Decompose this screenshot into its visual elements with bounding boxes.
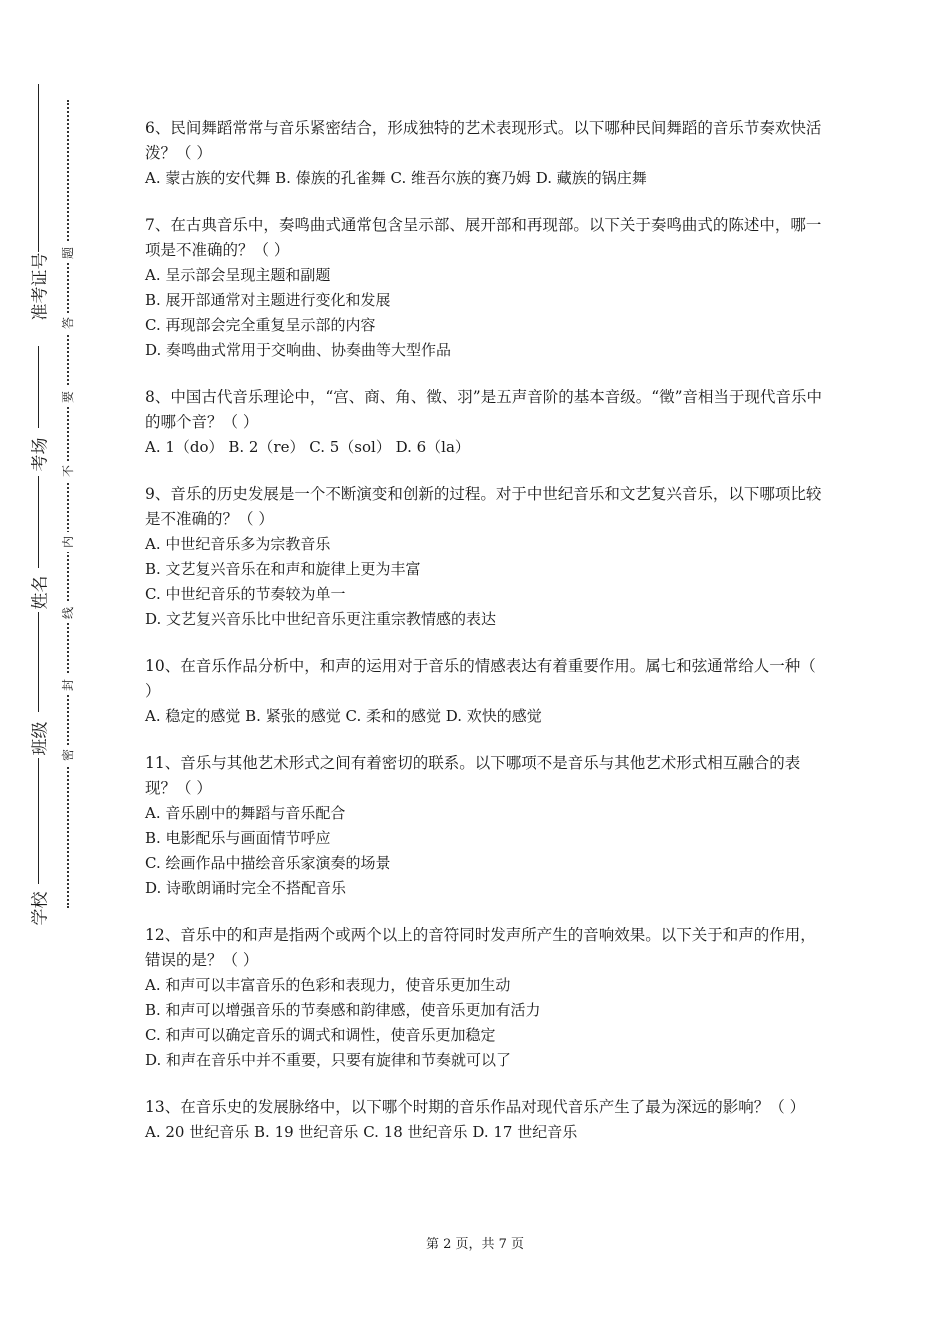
option-d: D. 诗歌朗诵时完全不搭配音乐 xyxy=(145,879,347,897)
option-b: B. 电影配乐与画面情节呼应 xyxy=(145,829,331,847)
question-options xyxy=(145,263,825,363)
question-stem: 12、音乐中的和声是指两个或两个以上的音符同时发声所产生的音响效果。以下关于和声的作用，错误的是？（ ） xyxy=(145,926,816,969)
option-b: B. 紧张的感觉 xyxy=(245,707,341,725)
option-d: D. 和声在音乐中并不重要，只要有旋律和节奏就可以了 xyxy=(145,1051,512,1069)
seal-char: 内 xyxy=(59,532,77,552)
page-number: 第 2 页，共 7 页 xyxy=(425,1237,525,1252)
question-stem: 9、音乐的历史发展是一个不断演变和创新的过程。对于中世纪音乐和文艺复兴音乐，以下哪项比较是不准确的？（ ） xyxy=(145,485,822,528)
option-b: B. 傣族的孔雀舞 xyxy=(275,169,386,187)
option-b: B. 和声可以增强音乐的节奏感和韵律感，使音乐更加有活力 xyxy=(145,1001,541,1019)
option-d: D. 6（la） xyxy=(395,438,470,456)
question-options xyxy=(145,166,825,191)
question-stem: 13、在音乐史的发展脉络中，以下哪个时期的音乐作品对现代音乐产生了最为深远的影响？（ ） xyxy=(145,1098,806,1116)
option-c: C. 绘画作品中描绘音乐家演奏的场景 xyxy=(145,854,391,872)
field-exam-number: 准考证号 xyxy=(30,252,51,321)
option-a: A. 20 世纪音乐 xyxy=(145,1123,250,1141)
option-c: C. 18 世纪音乐 xyxy=(363,1123,468,1141)
question-11 xyxy=(145,751,825,901)
option-a: A. 呈示部会呈现主题和副题 xyxy=(145,266,331,284)
question-6 xyxy=(145,116,825,191)
option-b: B. 展开部通常对主题进行变化和发展 xyxy=(145,291,391,309)
seal-char: 要 xyxy=(59,387,77,407)
question-7 xyxy=(145,213,825,363)
option-d: D. 欢快的感觉 xyxy=(445,707,542,725)
binding-margin xyxy=(0,0,120,1344)
option-d: D. 17 世纪音乐 xyxy=(472,1123,578,1141)
question-12 xyxy=(145,923,825,1073)
seal-char: 封 xyxy=(59,675,77,695)
option-c: C. 柔和的感觉 xyxy=(345,707,441,725)
field-class: 班级 xyxy=(30,721,51,756)
field-name: 姓名 xyxy=(30,575,51,610)
option-a: A. 蒙古族的安代舞 xyxy=(145,169,271,187)
option-d: D. 奏鸣曲式常用于交响曲、协奏曲等大型作品 xyxy=(145,341,452,359)
question-options xyxy=(145,801,825,901)
field-exam-room: 考场 xyxy=(30,437,51,472)
binding-solid-line xyxy=(38,612,39,712)
question-list xyxy=(145,116,825,1167)
seal-char: 不 xyxy=(59,461,77,481)
option-b: B. 19 世纪音乐 xyxy=(254,1123,359,1141)
option-a: A. 1（do） xyxy=(145,438,224,456)
question-options xyxy=(145,704,825,729)
question-stem: 7、在古典音乐中，奏鸣曲式通常包含呈示部、展开部和再现部。以下关于奏鸣曲式的陈述中，哪一项是不准确的？（ ） xyxy=(145,216,822,259)
question-options xyxy=(145,435,825,460)
option-a: A. 中世纪音乐多为宗教音乐 xyxy=(145,535,331,553)
seal-char: 线 xyxy=(59,603,77,623)
binding-solid-line xyxy=(38,84,39,252)
question-stem: 11、音乐与其他艺术形式之间有着密切的联系。以下哪项不是音乐与其他艺术形式相互融合的表现？（ ） xyxy=(145,754,801,797)
option-a: A. 稳定的感觉 xyxy=(145,707,241,725)
option-c: C. 5（sol） xyxy=(309,438,391,456)
question-9 xyxy=(145,482,825,632)
question-stem: 10、在音乐作品分析中，和声的运用对于音乐的情感表达有着重要作用。属七和弦通常给人一种（ ） xyxy=(145,657,816,700)
question-stem: 8、中国古代音乐理论中，“宫、商、角、徵、羽”是五声音阶的基本音级。“徵”音相当于现代音乐中的哪个音？（ ） xyxy=(145,388,823,431)
question-13 xyxy=(145,1095,825,1145)
option-d: D. 藏族的锅庄舞 xyxy=(535,169,647,187)
option-c: C. 和声可以确定音乐的调式和调性，使音乐更加稳定 xyxy=(145,1026,496,1044)
question-8 xyxy=(145,385,825,460)
question-options xyxy=(145,973,825,1073)
question-stem: 6、民间舞蹈常常与音乐紧密结合，形成独特的艺术表现形式。以下哪种民间舞蹈的音乐节奏欢快活泼？（ ） xyxy=(145,119,822,162)
option-c: C. 再现部会完全重复呈示部的内容 xyxy=(145,316,376,334)
question-options xyxy=(145,1120,825,1145)
binding-solid-line xyxy=(38,476,39,568)
seal-dotted-line xyxy=(67,100,69,908)
option-d: D. 文艺复兴音乐比中世纪音乐更注重宗教情感的表达 xyxy=(145,610,497,628)
binding-solid-line xyxy=(38,346,39,428)
option-a: A. 和声可以丰富音乐的色彩和表现力，使音乐更加生动 xyxy=(145,976,511,994)
question-10 xyxy=(145,654,825,729)
option-c: C. 维吾尔族的赛乃姆 xyxy=(390,169,531,187)
question-options xyxy=(145,532,825,632)
option-b: B. 文艺复兴音乐在和声和旋律上更为丰富 xyxy=(145,560,421,578)
seal-char: 题 xyxy=(59,243,77,263)
option-c: C. 中世纪音乐的节奏较为单一 xyxy=(145,585,346,603)
option-a: A. 音乐剧中的舞蹈与音乐配合 xyxy=(145,804,346,822)
option-b: B. 2（re） xyxy=(228,438,305,456)
seal-char: 答 xyxy=(59,313,77,333)
seal-char: 密 xyxy=(59,745,77,765)
binding-solid-line xyxy=(38,758,39,884)
field-school: 学校 xyxy=(30,891,51,926)
